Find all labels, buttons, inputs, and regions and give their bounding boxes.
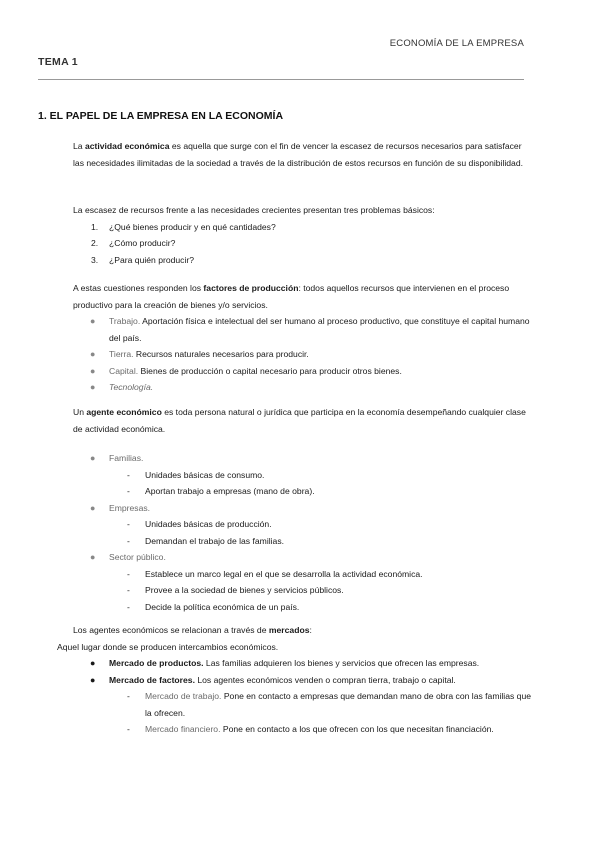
paragraph-problemas-basicos <box>73 202 531 268</box>
agent-detail: Provee a la sociedad de bienes y servicios públicos. <box>145 585 344 595</box>
bullet-icon: ● <box>90 658 96 668</box>
bullet-icon: ● <box>90 674 96 685</box>
agent-name: Empresas. <box>109 502 151 513</box>
list-number: 3. <box>91 254 99 265</box>
list-item <box>73 252 531 269</box>
problemas-intro: La escasez de recursos frente a las necesidades crecientes presentan tres problemas básicos: <box>73 205 435 215</box>
bullet-icon: ● <box>90 502 96 513</box>
list-item <box>73 450 531 467</box>
factor-desc: Aportación física e intelectual del ser humano al proceso productivo, que constituye el capital humano del país. <box>109 316 530 343</box>
paragraph-actividad-economica <box>73 138 531 171</box>
text: es toda persona natural o jurídica que participa en la economía desempeñando cualquier clase de actividad económica. <box>73 407 526 434</box>
bullet-icon: ● <box>90 453 96 463</box>
list-subitem <box>73 566 531 583</box>
bullet-icon: ● <box>90 365 96 376</box>
list-subitem <box>73 599 531 616</box>
agent-detail: Unidades básicas de producción. <box>145 519 272 529</box>
dash-icon: - <box>127 535 130 546</box>
list-subitem <box>73 467 531 484</box>
factor-name: Trabajo. <box>109 316 141 326</box>
text: es aquella que surge con el fin de vencer la escasez de recursos necesarios para satisfacer las necesidades ilimitadas de la sociedad a través de la distribución de estos recursos en función de su disponibilidad. <box>73 141 524 168</box>
bullet-icon: ● <box>90 552 96 562</box>
list-item <box>73 363 531 380</box>
list-item <box>73 235 531 252</box>
agent-detail: Aportan trabajo a empresas (mano de obra). <box>145 486 315 496</box>
term-factores-produccion: factores de producción <box>203 283 299 293</box>
market-name: Mercado de productos. <box>109 658 204 668</box>
list-text: ¿Qué bienes producir y en qué cantidades? <box>109 221 276 232</box>
market-desc: Los agentes económicos venden o compran tierra, trabajo o capital. <box>194 674 456 685</box>
term-mercados: mercados <box>268 625 310 635</box>
list-item <box>73 346 531 363</box>
text: : todos aquellos recursos que intervienen en el proceso productivo para la creación de bienes y/o servicios. <box>73 283 510 310</box>
agent-detail: Unidades básicas de consumo. <box>145 469 265 480</box>
paragraph-factores-produccion <box>73 280 531 396</box>
list-subitem <box>73 533 531 550</box>
text: : <box>309 625 312 635</box>
factor-name: Tierra. <box>109 349 134 359</box>
submarket-name: Mercado financiero. <box>145 724 221 734</box>
list-item <box>73 500 531 517</box>
agent-name: Sector público. <box>109 552 166 562</box>
paragraph-agente-economico <box>73 404 531 437</box>
list-item <box>73 379 531 396</box>
list-item <box>73 219 531 236</box>
market-name: Mercado de factores. <box>109 674 195 685</box>
list-subitem <box>73 516 531 533</box>
list-text: ¿Cómo producir? <box>109 238 176 248</box>
market-desc: Las familias adquieren los bienes y servicios que ofrecen las empresas. <box>203 658 480 668</box>
list-item <box>73 655 531 672</box>
header-subject: ECONOMÍA DE LA EMPRESA <box>389 38 524 49</box>
submarket-name: Mercado de trabajo. <box>145 691 222 701</box>
text: Un <box>73 407 87 417</box>
paragraph-mercados <box>57 622 532 738</box>
list-subitem <box>73 483 531 500</box>
factor-desc: . <box>150 382 154 392</box>
mercados-definition: Aquel lugar donde se producen intercambios económicos. <box>57 641 279 652</box>
header-divider <box>38 79 524 80</box>
bullet-icon: ● <box>90 349 96 359</box>
agents-list <box>73 450 531 615</box>
dash-icon: - <box>127 724 130 734</box>
bullet-icon: ● <box>90 382 96 392</box>
list-number: 1. <box>91 221 99 232</box>
agent-name: Familias. <box>109 453 144 463</box>
submarket-desc: Pone en contacto a los que ofrecen con los que necesitan financiación. <box>220 724 494 734</box>
list-subitem <box>73 582 531 599</box>
header-topic: TEMA 1 <box>38 56 78 68</box>
dash-icon: - <box>127 585 130 595</box>
factor-desc: Recursos naturales necesarios para producir. <box>133 349 309 359</box>
dash-icon: - <box>127 601 130 612</box>
list-subitem <box>73 721 531 738</box>
section-title: 1. EL PAPEL DE LA EMPRESA EN LA ECONOMÍA <box>38 110 284 122</box>
bullet-icon: ● <box>90 316 96 326</box>
dash-icon: - <box>127 469 130 480</box>
term-actividad-economica: actividad económica <box>84 141 170 151</box>
list-item <box>73 672 531 689</box>
list-text: ¿Para quién producir? <box>109 254 195 265</box>
factor-desc: Bienes de producción o capital necesario para producir otros bienes. <box>138 365 402 376</box>
list-item <box>73 549 531 566</box>
factor-name: Tecnología <box>109 382 151 392</box>
dash-icon: - <box>127 486 130 496</box>
list-number: 2. <box>91 238 99 248</box>
agent-detail: Demandan el trabajo de las familias. <box>145 535 285 546</box>
text: Los agentes económicos se relacionan a través de <box>73 625 269 635</box>
dash-icon: - <box>127 691 130 701</box>
agent-detail: Establece un marco legal en el que se desarrolla la actividad económica. <box>145 568 423 579</box>
list-item <box>73 313 531 346</box>
submarket-desc: Pone en contacto a empresas que demandan mano de obra con las familias que la ofrecen. <box>145 691 532 718</box>
dash-icon: - <box>127 568 130 579</box>
dash-icon: - <box>127 519 130 529</box>
factor-name: Capital. <box>109 365 139 376</box>
text: A estas cuestiones responden los <box>73 283 204 293</box>
agent-detail: Decide la política económica de un país. <box>145 601 300 612</box>
text: La <box>73 141 85 151</box>
list-subitem <box>73 688 531 721</box>
term-agente-economico: agente económico <box>86 407 162 417</box>
